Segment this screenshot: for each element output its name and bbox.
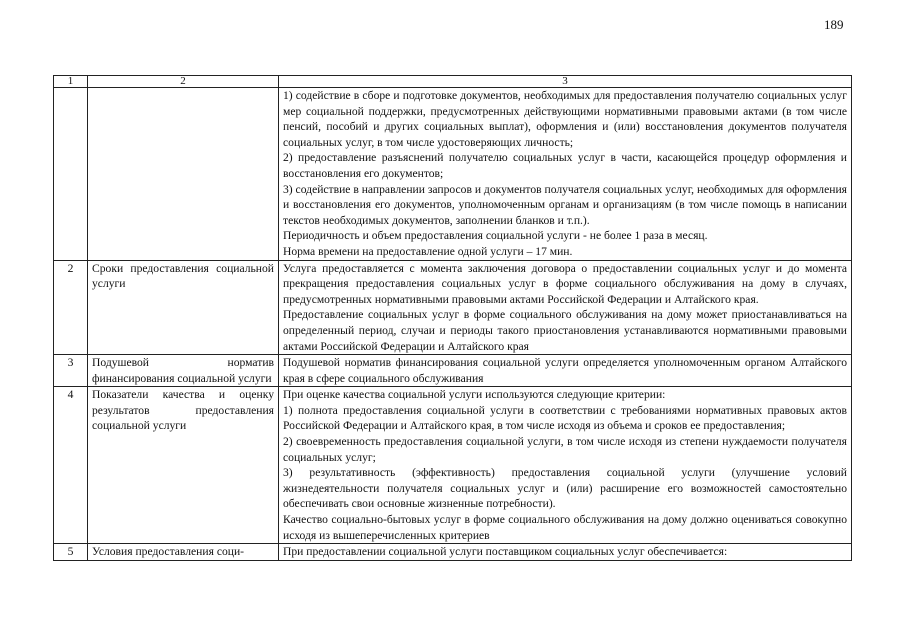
- column-header: 2: [88, 76, 279, 88]
- paragraph: Качество социально-бытовых услуг в форме социального обслуживания на дому должно оцениваться совокупно исходя из вышеперечисленных критериев: [283, 513, 847, 542]
- row-name: Сроки предоставления социальной услуги: [88, 260, 279, 355]
- table-row: [54, 260, 852, 355]
- row-name: Показатели качества и оценку результатов предоставления социальной услуги: [88, 387, 279, 544]
- service-standard-table: [53, 75, 852, 561]
- row-name: [88, 88, 279, 261]
- row-description: [279, 544, 852, 561]
- page-number: 189: [824, 17, 844, 32]
- row-description: [279, 260, 852, 355]
- row-name: Подушевой норматив финансирования социальной услуги: [88, 355, 279, 387]
- row-description: [279, 355, 852, 387]
- table-header-row: [54, 76, 852, 88]
- column-header: 3: [279, 76, 852, 88]
- paragraph: При предоставлении социальной услуги поставщиком социальных услуг обеспечивается:: [283, 545, 728, 559]
- paragraph: 1) содействие в сборе и подготовке документов, необходимых для предоставления получателю социальных услуг мер социальной поддержки, предусмотренных действующими нормативными правовыми актами (в том числе пенсий, пособий и других социальных выплат), оформления и (или) восстановления документов получателя социальных услуг, в том числе удостоверяющих личность;: [283, 89, 847, 149]
- row-number: 3: [54, 355, 88, 387]
- paragraph: Предоставление социальных услуг в форме социального обслуживания на дому может приостанавливаться на определенный период, случаи и периоды такого приостановления устанавливаются нормативными правовыми актами Российской Федерации и Алтайского края: [283, 308, 847, 353]
- row-number: 4: [54, 387, 88, 544]
- paragraph: Подушевой норматив финансирования социальной услуги определяется уполномоченным органом Алтайского края в сфере социального обслуживания: [283, 356, 847, 385]
- row-number: 5: [54, 544, 88, 561]
- table-row: [54, 355, 852, 387]
- paragraph: 1) полнота предоставления социальной услуги в соответствии с требованиями нормативных правовых актов Российской Федерации и Алтайского края, в том числе исходя из объема и сроков ее предоставления;: [283, 403, 847, 433]
- paragraph: Услуга предоставляется с момента заключения договора о предоставлении социальных услуг и до момента прекращения предоставления социальных услуг в форме социального обслуживания на дому в случаях, предусмотренных нормативными правовыми актами Российской Федерации и Алтайского края.: [283, 261, 847, 306]
- row-name: Условия предоставления соци-: [88, 544, 279, 561]
- paragraph: 2) своевременность предоставления социальной услуги, в том числе исходя из степени нуждаемости получателя социальных услуг;: [283, 435, 847, 464]
- paragraph: 2) предоставление разъяснений получателю социальных услуг в части, касающейся процедур оформления и восстановления его документов;: [283, 151, 847, 180]
- row-number: 2: [54, 260, 88, 355]
- row-number: [54, 88, 88, 261]
- table-row: [54, 544, 852, 561]
- paragraph: 3) результативность (эффективность) предоставления социальной услуги (улучшение условий жизнедеятельности получателя социальных услуг и (или) расширение его возможностей самостоятельно обеспечивать свои основные жизненные потребности).: [283, 466, 847, 511]
- table-row: [54, 88, 852, 261]
- column-header: 1: [54, 76, 88, 88]
- paragraph: При оценке качества социальной услуги используются следующие критерии:: [283, 388, 666, 402]
- paragraph: 3) содействие в направлении запросов и документов получателя социальных услуг, необходимых для оформления и восстановления его документов, уполномоченным органам и организациям (в том числе помощь в написании текстов необходимых документов, заполнении бланков и т.п.).: [283, 182, 847, 227]
- table-row: [54, 387, 852, 544]
- row-description: [279, 88, 852, 261]
- paragraph: Норма времени на предоставление одной услуги – 17 мин.: [283, 244, 573, 258]
- paragraph: Периодичность и объем предоставления социальной услуги - не более 1 раза в месяц.: [283, 229, 708, 243]
- row-description: [279, 387, 852, 544]
